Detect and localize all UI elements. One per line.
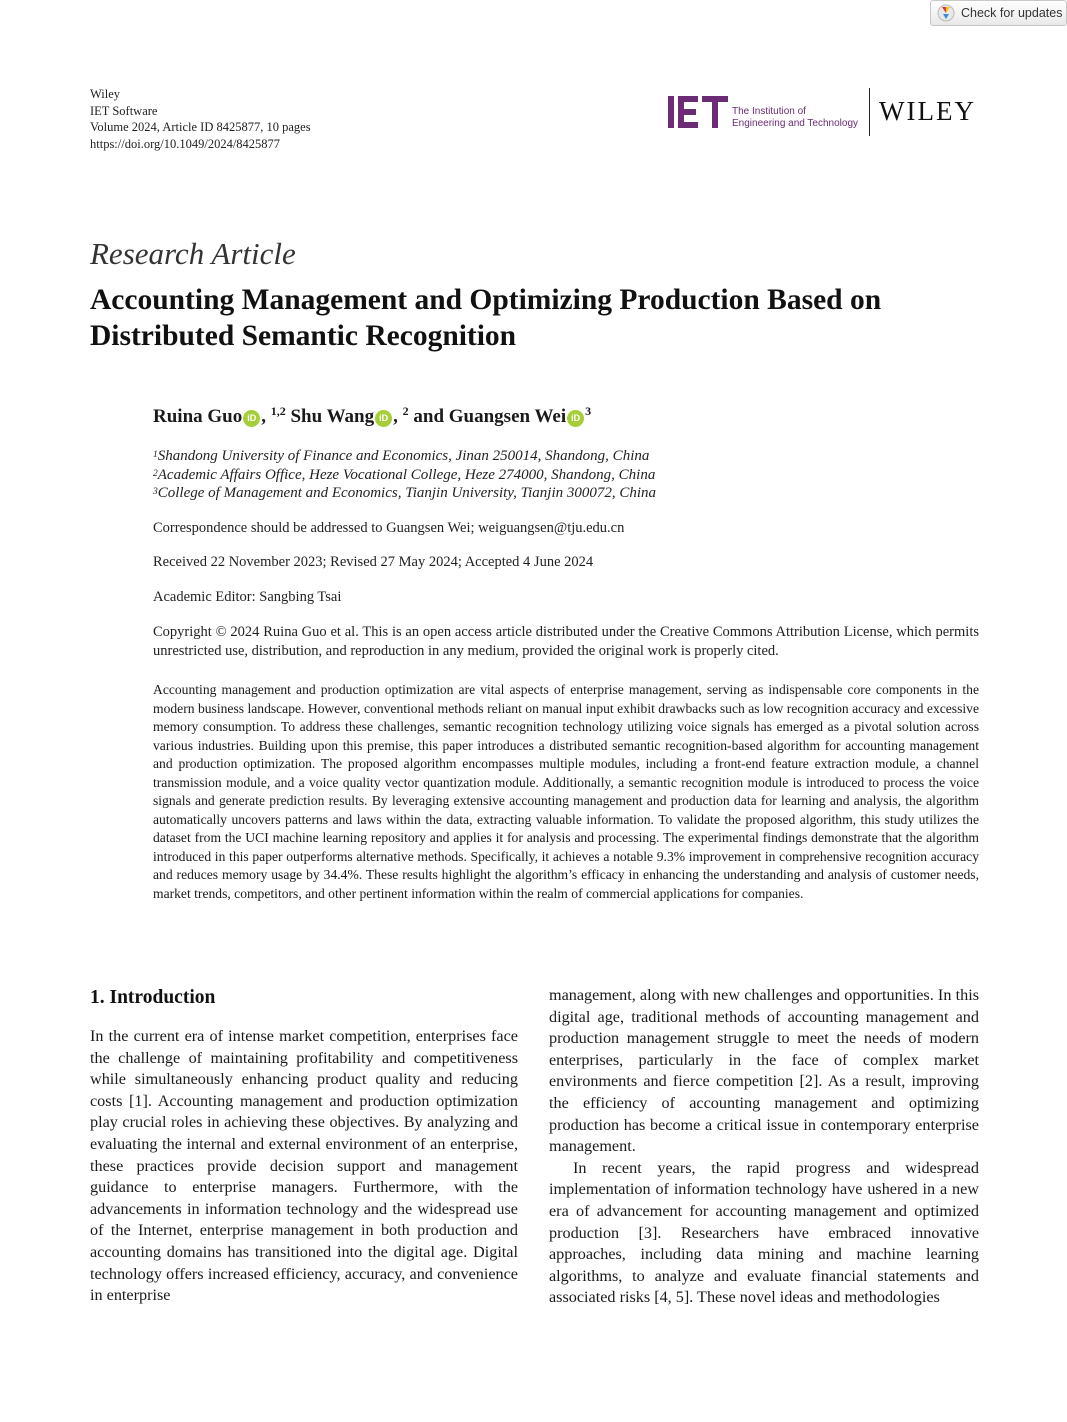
iet-logo	[668, 96, 730, 128]
body-column-right	[549, 985, 979, 1309]
author-separator: ,	[393, 406, 403, 427]
body-column-left	[90, 1026, 518, 1307]
affiliation-number: 3	[153, 487, 158, 497]
abstract: Accounting management and production optimization are vital aspects of enterprise management, serving as indispensable core components in the modern business landscape. However, conventional methods reliant on manual input exhibit drawbacks such as low recognition accuracy and excessive memory consumption. To address these challenges, semantic recognition technology utilizing voice signals has emerged as a pivotal solution across various industries. Building upon this premise, this paper introduces a distributed semantic recognition-based algorithm for accounting management and production optimization. The proposed algorithm encompasses multiple modules, including a front-end feature extraction module, a channel transmission module, and a voice quality vector quantization module. Additionally, a semantic recognition module is introduced to process the voice signals and generate prediction results. By leveraging extensive accounting management and production data for learning and analysis, the algorithm automatically uncovers patterns and laws within the data, extracting valuable information. To validate the proposed algorithm, this study utilizes the dataset from the UCI machine learning repository and applies it for analysis and processing. The experimental findings demonstrate that the algorithm introduced in this paper outperforms alternative methods. Specifically, it achieves a notable 9.3% improvement in comprehensive recognition accuracy and reduces memory usage by 34.4%. These results highlight the algorithm’s efficacy in enhancing the understanding and analysis of customer needs, market trends, competitors, and other pertinent information within the realm of commercial applications for companies.	[153, 682, 979, 902]
author-affiliation-ref: 2	[402, 404, 409, 418]
volume-info: Volume 2024, Article ID 8425877, 10 pages	[90, 120, 311, 134]
body-paragraph: In recent years, the rapid progress and widespread implementation of information technology have ushered in a new era of advancement for accounting management and optimized production [3]. Researchers have embraced innovative approaches, including data mining and machine learning algorithms, to analyze and evaluate financial statements and associated risks [4, 5]. These novel ideas and methodologies	[549, 1158, 979, 1307]
author-separator: and	[408, 406, 449, 427]
author-name: Guangsen Wei	[448, 406, 567, 427]
article-type: Research Article	[90, 236, 296, 271]
affiliations	[153, 447, 656, 503]
copyright-notice: Copyright © 2024 Ruina Guo et al. This is an open access article distributed under the Creative Commons Attribution License, which permits unrestricted use, distribution, and reproduction in any medium, provided the original work is properly cited.	[153, 624, 979, 659]
orcid-icon[interactable]: iD	[375, 410, 392, 427]
affiliation-item	[153, 484, 656, 503]
academic-editor: Academic Editor: Sangbing Tsai	[153, 589, 342, 605]
body-paragraph: management, along with new challenges and opportunities. In this digital age, traditional methods of accounting management and production management struggle to meet the needs of modern enterprises, particularly in the face of complex market environments and fierce competition [2]. As a result, improving the efficiency of accounting management and optimizing production has become a critical issue in contemporary enterprise management.	[549, 986, 979, 1156]
affiliation-item	[153, 447, 656, 466]
author-list	[153, 406, 591, 428]
affiliation-number: 1	[153, 450, 158, 460]
wiley-logo: WILEY	[879, 96, 976, 126]
logo-divider	[869, 88, 870, 136]
author-affiliation-ref: 1,2	[270, 404, 286, 418]
author-affiliation-ref: 3	[585, 404, 592, 418]
publisher-name: Wiley	[90, 87, 121, 101]
article-dates: Received 22 November 2023; Revised 27 May 2024; Accepted 4 June 2024	[153, 554, 594, 570]
affiliation-text: Shandong University of Finance and Economics, Jinan 250014, Shandong, China	[157, 448, 650, 464]
body-paragraph: In the current era of intense market competition, enterprises face the challenge of maintaining profitability and competitiveness while simultaneously enhancing product quality and reducing costs [1]. Accounting management and production optimization play crucial roles in achieving these objectives. By analyzing and evaluating the internal and external environment of an enterprise, these practices provide decision support and management guidance to enterprise managers. Furthermore, with the advancements in information technology and the widespread use of the Internet, enterprise management in both production and accounting domains has transitioned into the digital age. Digital technology offers increased efficiency, accuracy, and convenience in enterprise	[90, 1027, 518, 1305]
author-name: Shu Wang	[290, 406, 375, 427]
affiliation-text: Academic Affairs Office, Heze Vocational College, Heze 274000, Shandong, China	[157, 466, 656, 483]
author-separator: ,	[261, 406, 271, 427]
iet-wordmark	[732, 106, 858, 130]
affiliation-number: 2	[153, 468, 158, 479]
iet-line-1: The Institution of	[732, 106, 806, 117]
orcid-icon[interactable]: iD	[243, 410, 260, 427]
author-name: Ruina Guo	[153, 406, 243, 427]
correspondence: Correspondence should be addressed to Guangsen Wei; weiguangsen@tju.edu.cn	[153, 520, 625, 536]
journal-meta	[90, 86, 311, 152]
crossmark-icon	[937, 4, 955, 22]
affiliation-text: College of Management and Economics, Tianjin University, Tianjin 300072, China	[157, 485, 657, 501]
iet-line-2: Engineering and Technology	[732, 118, 859, 129]
publisher-logos	[668, 88, 980, 138]
article-title: Accounting Management and Optimizing Production Based on Distributed Semantic Recognition	[90, 284, 882, 352]
check-for-updates-button[interactable]	[930, 0, 1067, 26]
doi-link[interactable]: https://doi.org/10.1049/2024/8425877	[90, 136, 281, 151]
orcid-icon[interactable]: iD	[567, 410, 584, 427]
affiliation-item	[153, 466, 656, 485]
section-heading: 1. Introduction	[90, 987, 216, 1008]
check-for-updates-label: Check for updates	[961, 6, 1063, 20]
journal-name: IET Software	[90, 103, 158, 118]
